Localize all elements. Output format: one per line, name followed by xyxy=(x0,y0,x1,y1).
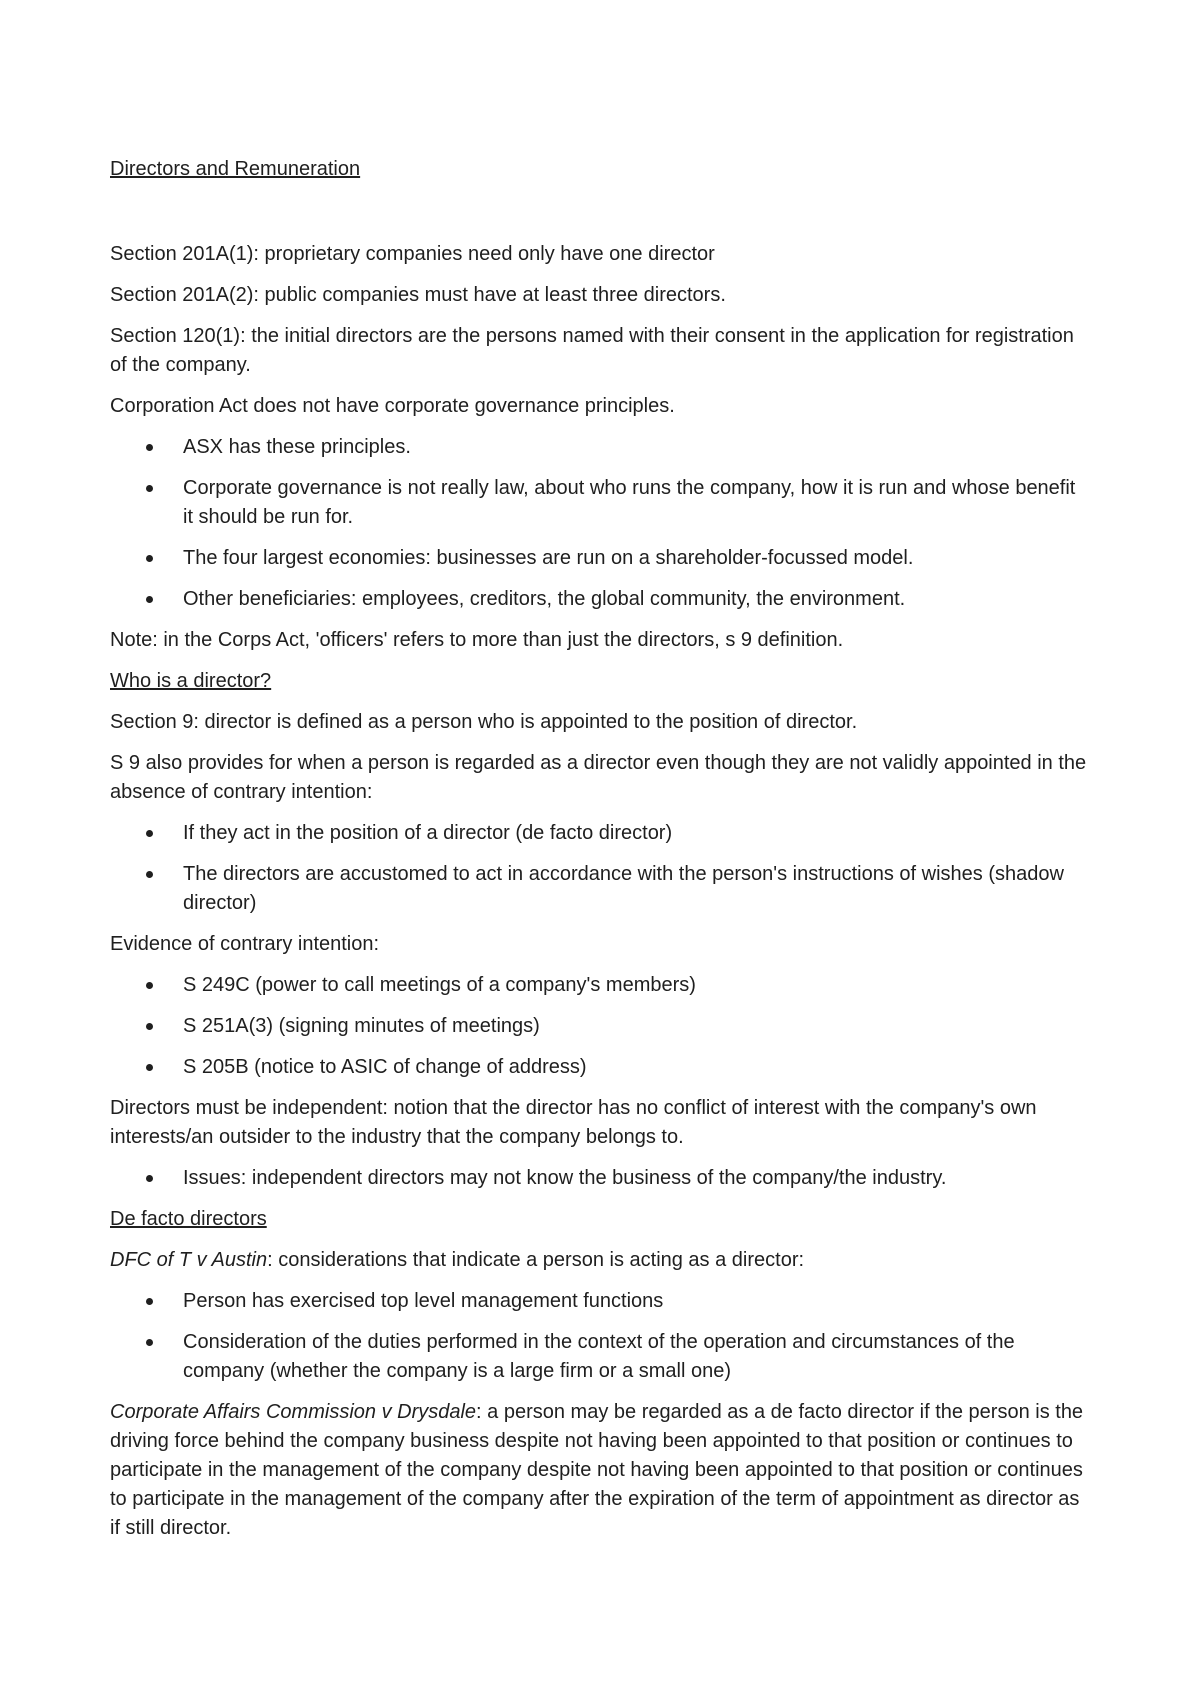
list-item xyxy=(110,474,1090,532)
bullet-icon xyxy=(146,485,153,492)
bullet-icon xyxy=(146,444,153,451)
bullet-icon xyxy=(146,596,153,603)
list-item-text: Corporate governance is not really law, about who runs the company, how it is run and whose benefit it should be run for. xyxy=(183,477,1076,528)
paragraph-drysdale xyxy=(110,1398,1090,1543)
list-item xyxy=(110,585,1090,614)
bullet-icon xyxy=(146,1064,153,1071)
list-item xyxy=(110,544,1090,573)
list-item xyxy=(110,1328,1090,1386)
bullet-icon xyxy=(146,1175,153,1182)
contrary-intention-bullet-list xyxy=(110,971,1090,1082)
independence-bullet-list xyxy=(110,1164,1090,1193)
list-item-text: Other beneficiaries: employees, creditors, the global community, the environment. xyxy=(183,588,906,610)
list-item xyxy=(110,1164,1090,1193)
list-item xyxy=(110,860,1090,918)
list-item-text: ASX has these principles. xyxy=(183,436,411,458)
list-item-text: The four largest economies: businesses are run on a shareholder-focussed model. xyxy=(183,547,914,569)
case-text: : a person may be regarded as a de facto director if the person is the driving force behind the company business despite not having been appointed to that position or continues to participate in the management of the company despite not having been appointed to that position or continues to participate in the management of the company after the expiration of the term of appointment as director as if still director. xyxy=(110,1401,1084,1539)
list-item-text: Person has exercised top level management functions xyxy=(183,1290,664,1312)
bullet-icon xyxy=(146,830,153,837)
director-types-bullet-list xyxy=(110,819,1090,918)
bullet-icon xyxy=(146,871,153,878)
bullet-icon xyxy=(146,982,153,989)
paragraph-governance: Corporation Act does not have corporate governance principles. xyxy=(110,395,675,417)
case-name: DFC of T v Austin xyxy=(110,1249,268,1271)
list-item xyxy=(110,1012,1090,1041)
list-item-text: If they act in the position of a director (de facto director) xyxy=(183,822,673,844)
document-title: Directors and Remuneration xyxy=(110,158,361,180)
case-name: Corporate Affairs Commission v Drysdale xyxy=(110,1401,477,1423)
paragraph-officers-note: Note: in the Corps Act, 'officers' refers to more than just the directors, s 9 definition. xyxy=(110,629,844,651)
list-item-text: S 205B (notice to ASIC of change of address) xyxy=(183,1056,587,1078)
austin-bullet-list xyxy=(110,1287,1090,1386)
paragraph-s201a-2: Section 201A(2): public companies must have at least three directors. xyxy=(110,284,726,306)
list-item xyxy=(110,819,1090,848)
list-item xyxy=(110,433,1090,462)
paragraph-independence: Directors must be independent: notion that the director has no conflict of interest with the company's own interests/an outsider to the industry that the company belongs to. xyxy=(110,1097,1037,1148)
case-text: : considerations that indicate a person is acting as a director: xyxy=(267,1249,805,1271)
list-item-text: S 251A(3) (signing minutes of meetings) xyxy=(183,1015,540,1037)
list-item xyxy=(110,1053,1090,1082)
paragraph-s9-regarded: S 9 also provides for when a person is regarded as a director even though they are not validly appointed in the absence of contrary intention: xyxy=(110,752,1087,803)
list-item-text: S 249C (power to call meetings of a company's members) xyxy=(183,974,696,996)
bullet-icon xyxy=(146,1298,153,1305)
governance-bullet-list xyxy=(110,433,1090,614)
section-heading-who-is-director: Who is a director? xyxy=(110,670,272,692)
bullet-icon xyxy=(146,1023,153,1030)
list-item-text: The directors are accustomed to act in accordance with the person's instructions of wishes (shadow director) xyxy=(183,863,1064,914)
list-item-text: Issues: independent directors may not know the business of the company/the industry. xyxy=(183,1167,947,1189)
bullet-icon xyxy=(146,1339,153,1346)
paragraph-s9-definition: Section 9: director is defined as a person who is appointed to the position of director. xyxy=(110,711,858,733)
section-heading-de-facto: De facto directors xyxy=(110,1208,267,1230)
list-item xyxy=(110,971,1090,1000)
paragraph-contrary-intention: Evidence of contrary intention: xyxy=(110,933,380,955)
paragraph-s120-1: Section 120(1): the initial directors are the persons named with their consent in the application for registration of the company. xyxy=(110,325,1074,376)
list-item-text: Consideration of the duties performed in the context of the operation and circumstances of the company (whether the company is a large firm or a small one) xyxy=(183,1331,1015,1382)
paragraph-austin xyxy=(110,1246,1090,1275)
bullet-icon xyxy=(146,555,153,562)
paragraph-s201a-1: Section 201A(1): proprietary companies need only have one director xyxy=(110,243,715,265)
list-item xyxy=(110,1287,1090,1316)
